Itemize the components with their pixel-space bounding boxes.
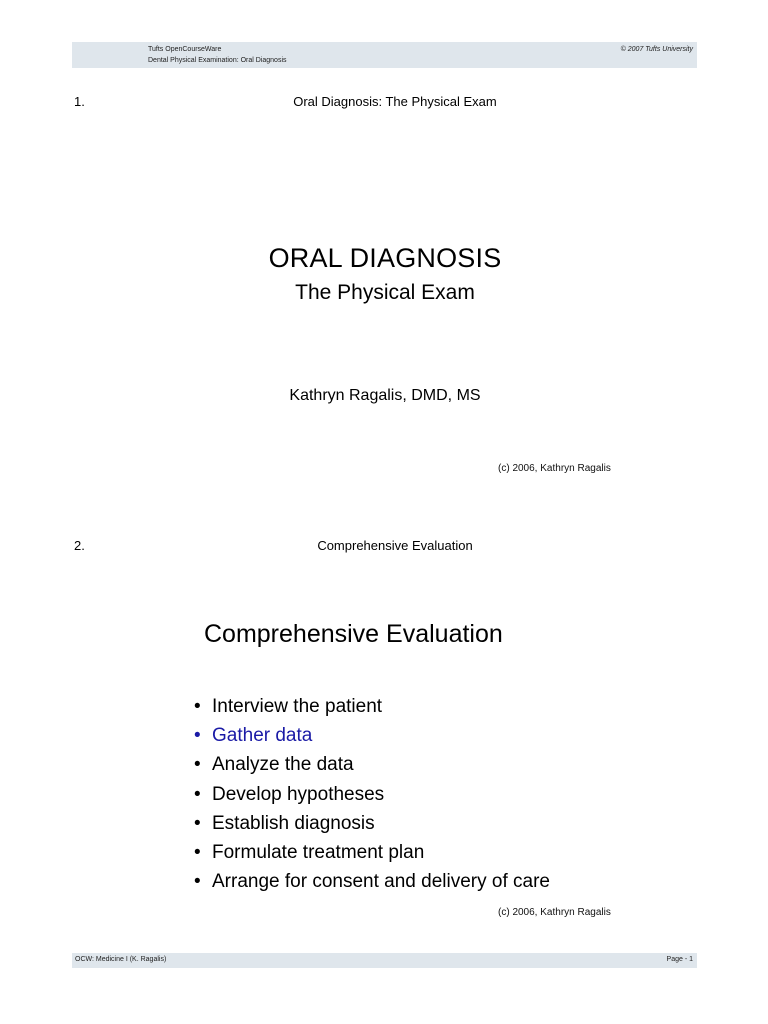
bullet-text: Gather data: [212, 725, 313, 747]
slide-2-heading: Comprehensive Evaluation: [317, 538, 473, 553]
bullet-text: Establish diagnosis: [212, 812, 375, 834]
bullet-dot-icon: •: [194, 754, 201, 776]
bullet-item: [194, 692, 550, 721]
bullet-text: Formulate treatment plan: [212, 841, 425, 863]
footer-page-number: Page - 1: [666, 956, 693, 963]
bullet-dot-icon: •: [194, 812, 201, 834]
bullet-dot-icon: •: [194, 696, 201, 717]
footer-course-label: OCW: Medicine I (K. Ragalis): [75, 956, 167, 963]
bullet-text: Interview the patient: [212, 696, 383, 717]
slide-2-title: Comprehensive Evaluation: [204, 620, 503, 648]
bullet-item: [194, 809, 550, 838]
slide-1-number: 1.: [74, 94, 85, 109]
bullet-dot-icon: •: [194, 871, 201, 893]
slide-2-copyright: (c) 2006, Kathryn Ragalis: [498, 907, 611, 918]
bullet-item: [194, 750, 550, 779]
header-course-name: Tufts OpenCourseWare: [148, 46, 222, 53]
slide-1-heading: Oral Diagnosis: The Physical Exam: [293, 94, 497, 109]
bullet-item: [194, 838, 550, 867]
bullet-list: [194, 692, 550, 896]
bullet-text: Develop hypotheses: [212, 783, 385, 805]
bullet-dot-icon: •: [194, 725, 201, 747]
bullet-item: [194, 721, 550, 750]
slide-1-subtitle: The Physical Exam: [295, 281, 475, 304]
slide-2-number: 2.: [74, 538, 85, 553]
slide-1-title: ORAL DIAGNOSIS: [268, 243, 502, 273]
bullet-dot-icon: •: [194, 841, 201, 863]
page-header: [72, 42, 697, 68]
header-document-title: Dental Physical Examination: Oral Diagnosis: [148, 57, 287, 64]
slide-1-copyright: (c) 2006, Kathryn Ragalis: [498, 463, 611, 474]
bullet-item: [194, 867, 550, 896]
bullet-text: Analyze the data: [212, 754, 354, 776]
header-copyright: © 2007 Tufts University: [620, 46, 693, 53]
page-footer: [72, 953, 697, 968]
slide-1: [160, 235, 630, 480]
bullet-text: Arrange for consent and delivery of care: [212, 871, 550, 893]
slide-2: [160, 610, 630, 930]
bullet-item: [194, 780, 550, 809]
bullet-dot-icon: •: [194, 783, 201, 805]
slide-1-author: Kathryn Ragalis, DMD, MS: [289, 387, 481, 404]
